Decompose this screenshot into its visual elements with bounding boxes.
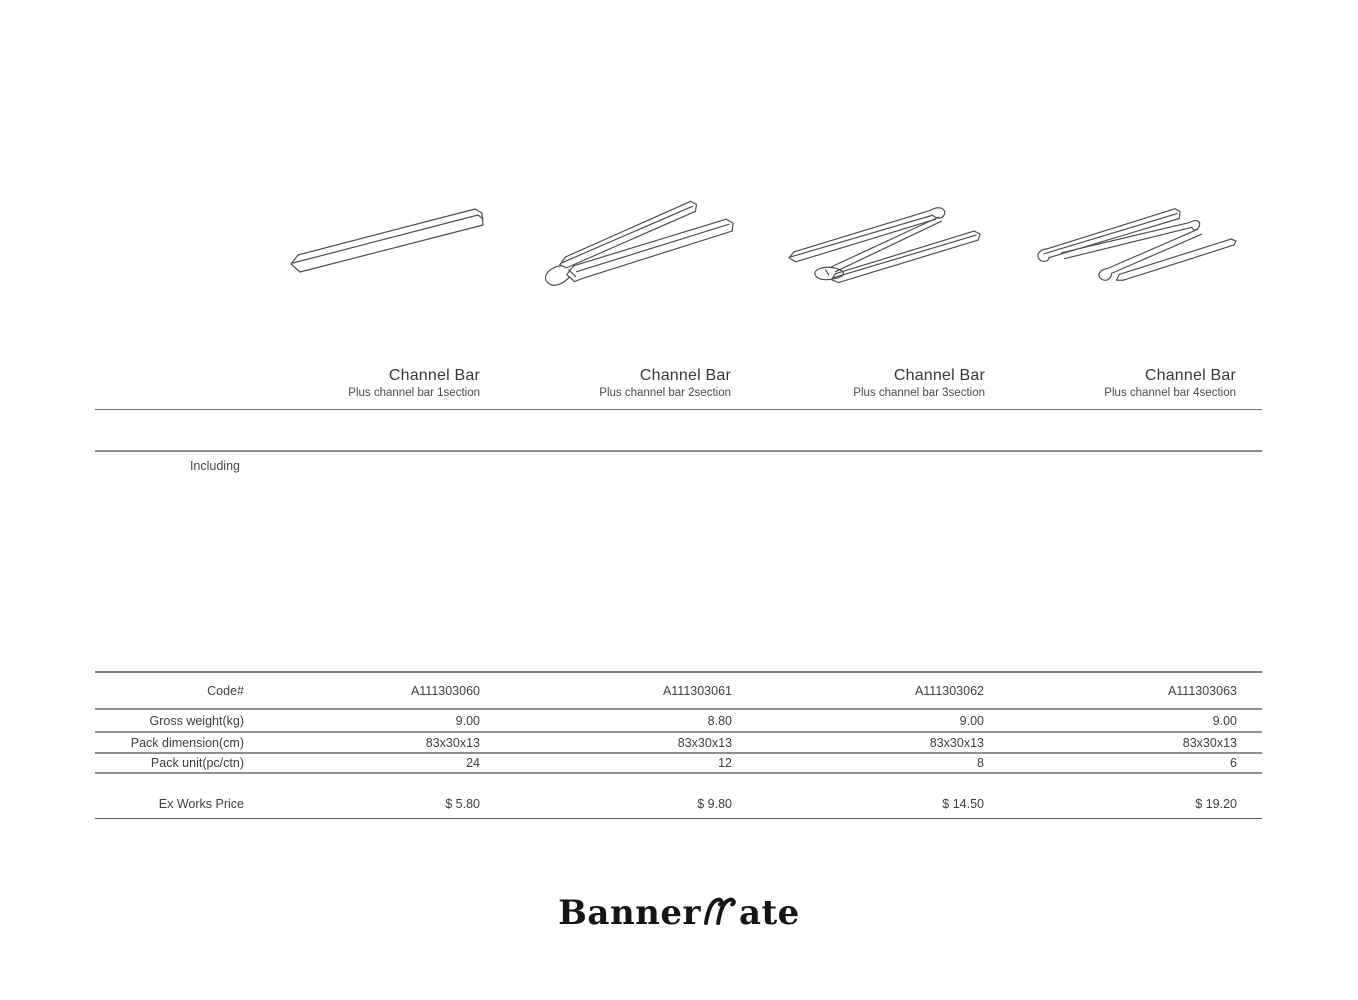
product-title: Channel Bar [1144, 367, 1236, 384]
price-value-4: $ 19.20 [1195, 797, 1237, 811]
gross-weight-value-4: 9.00 [1212, 713, 1237, 728]
including-label: Including [189, 459, 240, 473]
product-1-title-block [348, 367, 480, 401]
row-label-price: Ex Works Price [158, 797, 244, 811]
pack-unit-value-3: 8 [977, 756, 984, 770]
channel-bar-2section-drawing [536, 191, 746, 295]
table-row-pack-unit [95, 754, 1262, 774]
brand-logo [0, 893, 1358, 933]
divider-above-including [95, 450, 1262, 452]
row-label-gross-weight: Gross weight(kg) [149, 713, 244, 728]
logo-stylized-m-icon [702, 895, 738, 925]
divider-under-titles [95, 409, 1262, 410]
table-row-code [95, 673, 1262, 710]
code-value-2: A111303061 [662, 683, 732, 698]
table-spacer-row [95, 774, 1262, 790]
product-subtitle: Plus channel bar 1section [348, 387, 480, 400]
product-title: Channel Bar [388, 367, 480, 384]
product-title: Channel Bar [639, 367, 731, 384]
channel-bar-1section-drawing [281, 201, 493, 281]
logo-text-prefix: Banner [558, 893, 701, 933]
pack-dimension-value-4: 83x30x13 [1182, 735, 1237, 750]
gross-weight-value-3: 9.00 [959, 713, 984, 728]
pack-unit-value-1: 24 [466, 756, 480, 770]
code-value-4: A111303063 [1167, 683, 1237, 698]
product-4-title-block [1104, 367, 1236, 401]
pack-dimension-value-1: 83x30x13 [425, 735, 480, 750]
pack-unit-value-4: 6 [1230, 756, 1237, 770]
logo-text-suffix: ate [738, 893, 800, 933]
product-subtitle: Plus channel bar 4section [1104, 387, 1236, 400]
product-2-title-block [599, 367, 731, 401]
table-row-gross-weight [95, 710, 1262, 733]
row-label-code: Code# [207, 683, 244, 698]
price-value-3: $ 14.50 [942, 797, 984, 811]
pack-dimension-value-3: 83x30x13 [929, 735, 984, 750]
gross-weight-value-1: 9.00 [455, 713, 480, 728]
price-value-2: $ 9.80 [697, 797, 732, 811]
table-row-price [95, 790, 1262, 819]
row-label-pack-unit: Pack unit(pc/ctn) [150, 756, 244, 770]
code-value-3: A111303062 [914, 683, 984, 698]
spec-table [95, 671, 1262, 819]
product-3-title-block [853, 367, 985, 401]
row-label-pack-dimension: Pack dimension(cm) [130, 735, 244, 750]
pack-unit-value-2: 12 [718, 756, 732, 770]
price-value-1: $ 5.80 [445, 797, 480, 811]
channel-bar-4section-drawing [1032, 194, 1242, 292]
pack-dimension-value-2: 83x30x13 [677, 735, 732, 750]
product-title: Channel Bar [893, 367, 985, 384]
table-row-pack-dimension [95, 733, 1262, 754]
channel-bar-3section-drawing [782, 192, 992, 292]
gross-weight-value-2: 8.80 [707, 713, 732, 728]
code-value-1: A111303060 [410, 683, 480, 698]
product-subtitle: Plus channel bar 2section [599, 387, 731, 400]
product-subtitle: Plus channel bar 3section [853, 387, 985, 400]
